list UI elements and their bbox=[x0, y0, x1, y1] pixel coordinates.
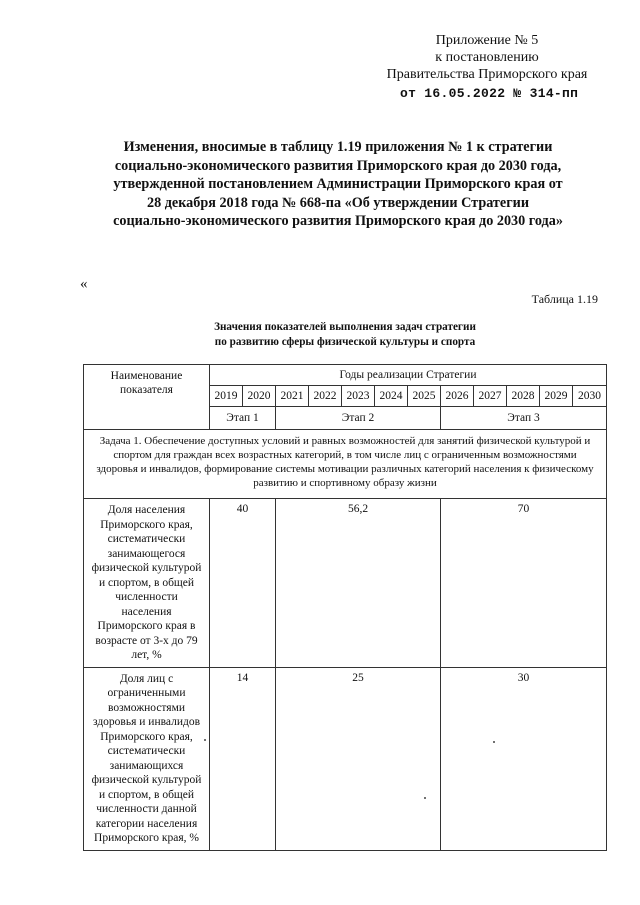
scan-speck bbox=[204, 739, 206, 741]
stage-1-header: Этап 1 bbox=[210, 407, 276, 430]
table-caption-line-1: Значения показателей выполнения задач стратегии bbox=[214, 321, 476, 333]
table-row bbox=[84, 499, 607, 668]
resolution-stamp: от 16.05.2022 № 314-пп bbox=[400, 86, 579, 101]
document-title: Изменения, вносимые в таблицу 1.19 приложения № 1 к стратегии социально-экономического развития Приморского края до 2030 года, утвержденной постановлением Администрации Приморского края от 28 декабря 2018 года № 668-па «Об утверждении Стратегии социально-экономического развития Приморского края до 2030 года» bbox=[113, 139, 563, 229]
year-cell: 2030 bbox=[573, 386, 607, 407]
opening-quote: « bbox=[80, 276, 88, 292]
appendix-government: Правительства Приморского края bbox=[386, 67, 588, 82]
column-header-years: Годы реализации Стратегии bbox=[210, 365, 607, 386]
year-cell: 2026 bbox=[441, 386, 474, 407]
stage-2-header: Этап 2 bbox=[276, 407, 441, 430]
indicator-value-stage-1: 14 bbox=[210, 667, 276, 850]
year-cell: 2024 bbox=[375, 386, 408, 407]
indicator-value-stage-2: 56,2 bbox=[276, 499, 441, 668]
year-cell: 2028 bbox=[507, 386, 540, 407]
indicator-name: Доля лиц с ограниченными возможностями здоровья и инвалидов Приморского края, систематически занимающихся физической культурой и спортом, в общей численности данной категории населения Приморского края, % bbox=[84, 667, 210, 850]
year-cell: 2019 bbox=[210, 386, 243, 407]
appendix-number: Приложение № 5 bbox=[435, 33, 539, 48]
indicator-value-stage-2: 25 bbox=[276, 667, 441, 850]
indicators-table bbox=[83, 364, 607, 851]
year-cell: 2021 bbox=[276, 386, 309, 407]
scan-speck bbox=[493, 741, 495, 743]
task-description: Задача 1. Обеспечение доступных условий и равных возможностей для занятий физической культурой и спортом для граждан всех возрастных категорий, в том числе лиц с ограниченным возможностями здоровья и инвалидов, формирование системы мотивации различных категорий населения к физическому развитию и спортивному образу жизни bbox=[84, 430, 607, 499]
appendix-header bbox=[382, 32, 592, 102]
table-label: Таблица 1.19 bbox=[531, 292, 598, 306]
task-row bbox=[84, 430, 607, 499]
year-cell: 2027 bbox=[474, 386, 507, 407]
table-row bbox=[84, 667, 607, 850]
indicator-value-stage-3: 70 bbox=[441, 499, 607, 668]
year-cell: 2020 bbox=[243, 386, 276, 407]
stage-3-header: Этап 3 bbox=[441, 407, 607, 430]
appendix-to-resolution: к постановлению bbox=[435, 50, 539, 65]
scan-speck bbox=[424, 797, 426, 799]
indicator-name: Доля населения Приморского края, систематически занимающегося физической культурой и спортом, в общей численности населения Приморского края в возрасте от 3-х до 79 лет, % bbox=[84, 499, 210, 668]
year-cell: 2029 bbox=[540, 386, 573, 407]
year-cell: 2022 bbox=[309, 386, 342, 407]
year-cell: 2025 bbox=[408, 386, 441, 407]
column-header-name: Наименование показателя bbox=[84, 365, 210, 430]
table-caption bbox=[150, 320, 540, 349]
indicator-value-stage-1: 40 bbox=[210, 499, 276, 668]
table-caption-line-2: по развитию сферы физической культуры и спорта bbox=[214, 335, 476, 348]
indicator-value-stage-3: 30 bbox=[441, 667, 607, 850]
year-cell: 2023 bbox=[342, 386, 375, 407]
